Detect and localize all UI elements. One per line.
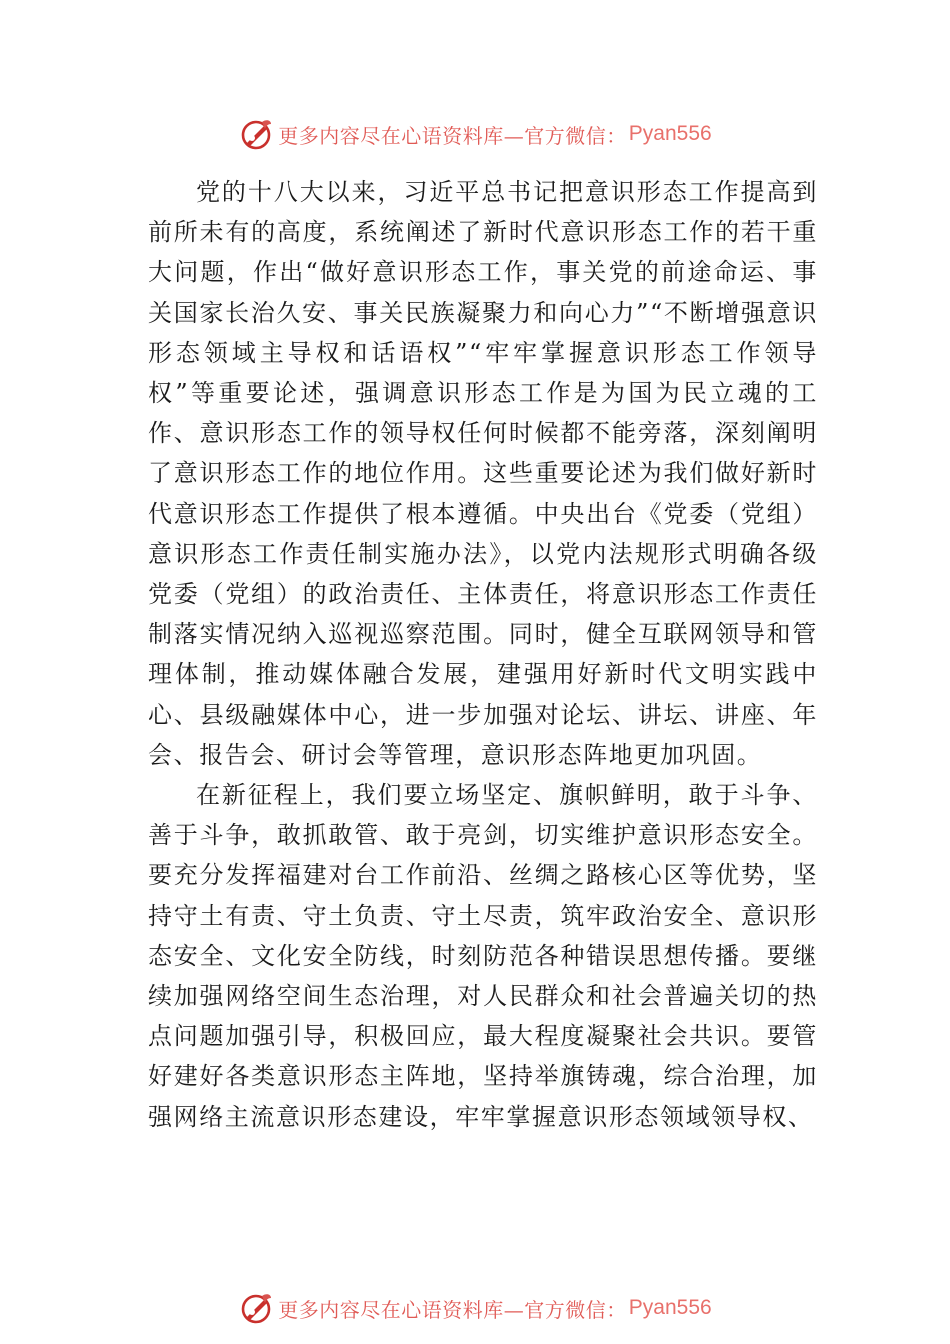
wechat-id: Pyan556 (628, 1296, 712, 1319)
quill-seal-icon (238, 116, 274, 152)
banner-text: 更多内容尽在心语资料库—官方微信： (278, 123, 627, 148)
document-body (148, 172, 818, 1137)
footer-banner (0, 1288, 950, 1328)
banner-text: 更多内容尽在心语资料库—官方微信： (278, 1297, 627, 1322)
quill-seal-icon (238, 1290, 274, 1326)
header-banner (0, 114, 950, 154)
paragraph-2: 在新征程上，我们要立场坚定、旗帜鲜明，敢于斗争、善于斗争，敢抓敢管、敢于亮剑，切实维护意识形态安全。要充分发挥福建对台工作前沿、丝绸之路核心区等优势，坚持守土有责、守土负责、守土尽责，筑牢政治安全、意识形态安全、文化安全防线，时刻防范各种错误思想传播。要继续加强网络空间生态治理，对人民群众和社会普遍关切的热点问题加强引导，积极回应，最大程度凝聚社会共识。要管好建好各类意识形态主阵地，坚持举旗铸魂，综合治理，加强网络主流意识形态建设，牢牢掌握意识形态领域领导权、 (148, 781, 818, 1131)
wechat-id: Pyan556 (628, 122, 712, 145)
paragraph-1: 党的十八大以来，习近平总书记把意识形态工作提高到前所未有的高度，系统阐述了新时代意识形态工作的若干重大问题，作出“做好意识形态工作，事关党的前途命运、事关国家长治久安、事关民族凝聚力和向心力”“不断增强意识形态领域主导权和话语权”“牢牢掌握意识形态工作领导权”等重要论述，强调意识形态工作是为国为民立魂的工作、意识形态工作的领导权任何时候都不能旁落，深刻阐明了意识形态工作的地位作用。这些重要论述为我们做好新时代意识形态工作提供了根本遵循。中央出台《党委（党组）意识形态工作责任制实施办法》，以党内法规形式明确各级党委（党组）的政治责任、主体责任，将意识形态工作责任制落实情况纳入巡视巡察范围。同时，健全互联网领导和管理体制，推动媒体融合发展，建强用好新时代文明实践中心、县级融媒体中心，进一步加强对论坛、讲坛、讲座、年会、报告会、研讨会等管理，意识形态阵地更加巩固。 (148, 178, 818, 769)
